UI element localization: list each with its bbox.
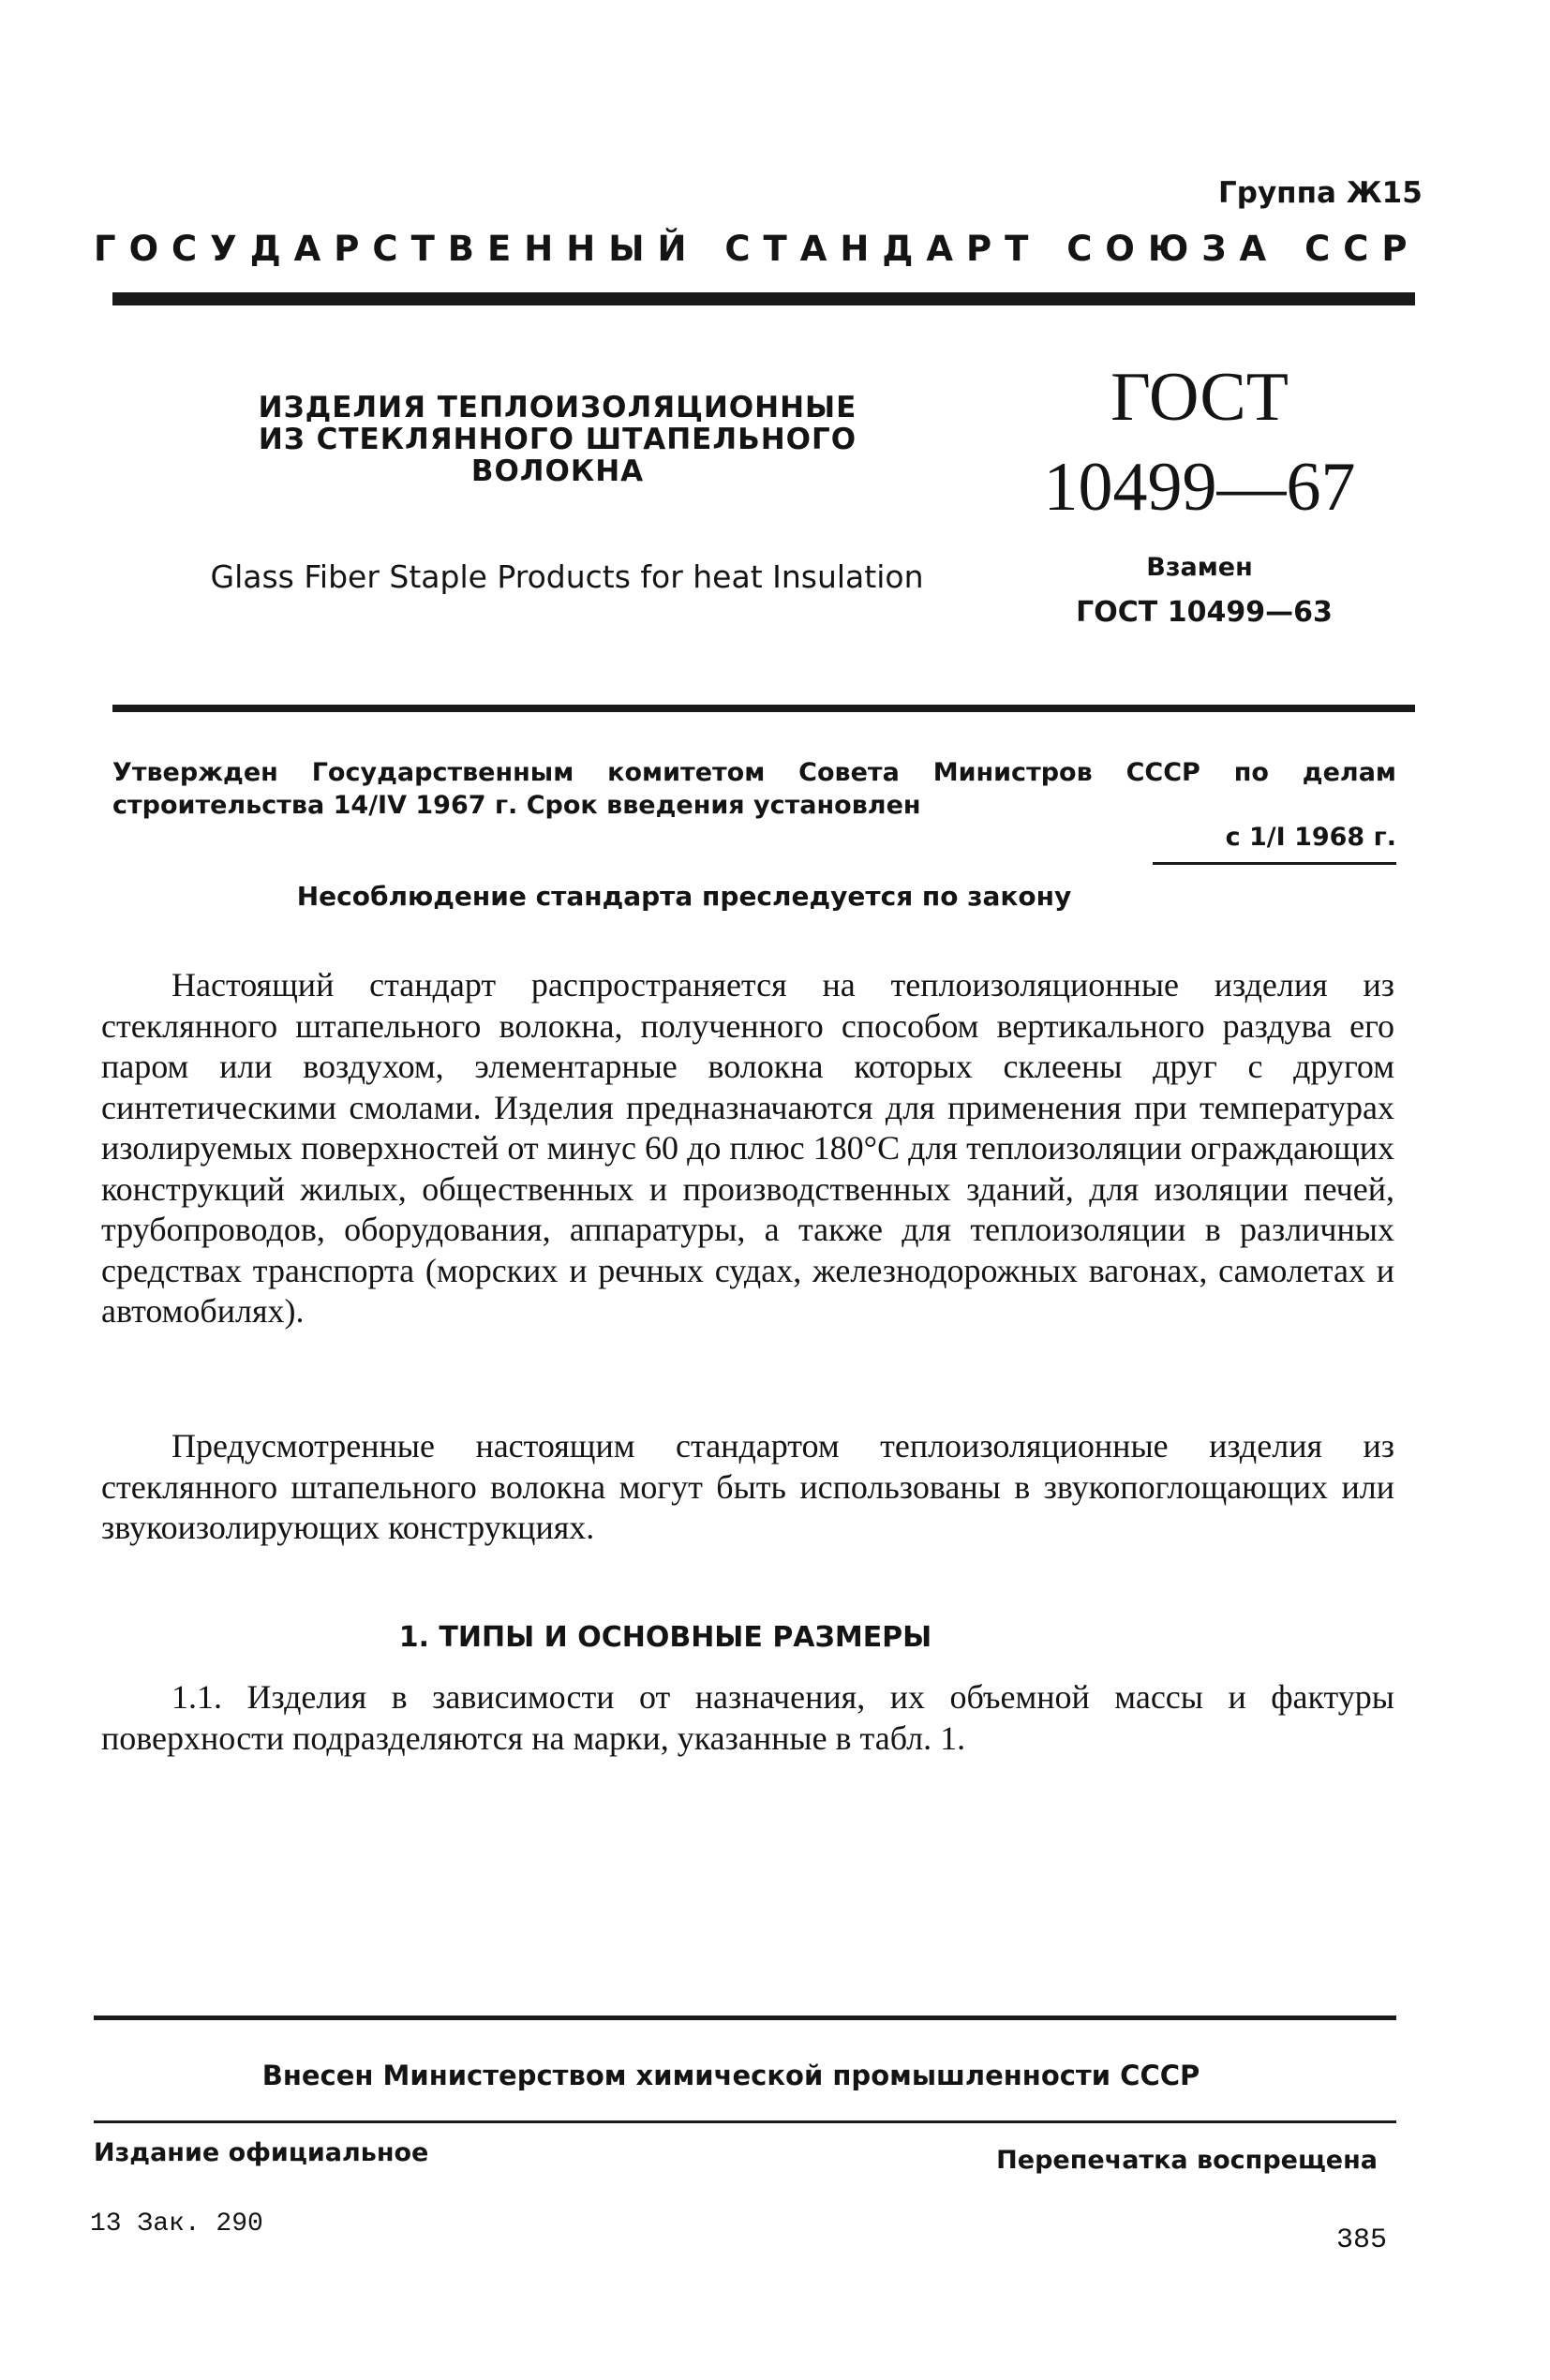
group-label: Группа Ж15: [1218, 176, 1423, 210]
body-paragraph-1: Настоящий стандарт распространяется на теплоизоляционные изделия из стеклянного штапельного волокна, полученного способом вертикального раздува его паром или воздухом, элементарные волокна которых склеены друг с другом синтетическими смолами. Изделия предназначаются для применения при температурах изолируемых поверхностей от минус 60 до плюс 180°С для теплоизоляции ограждающих конструкций жилых, общественных и производственных зданий, для изоляции печей, трубопроводов, оборудования, аппаратуры, а также для теплоизоляции в различных средствах транспорта (морских и речных судах, железнодорожных вагонах, самолетах и автомобилях).: [101, 966, 1394, 1330]
footer-rule-bottom: [94, 2120, 1396, 2123]
title-line-3: ВОЛОКНА: [470, 454, 645, 488]
document-title-ru: [216, 392, 900, 487]
title-line-2: ИЗ СТЕКЛЯННОГО ШТАПЕЛЬНОГО: [258, 423, 857, 456]
effective-date: с 1/I 1968 г.: [1225, 823, 1396, 852]
official-edition-label: Издание официальное: [94, 2138, 429, 2167]
page-number: 385: [1335, 2224, 1387, 2256]
law-notice: Несоблюдение стандарта преследуется по закону: [296, 881, 1072, 912]
gost-label: ГОСТ: [1110, 359, 1289, 436]
title-line-1: ИЗДЕЛИЯ ТЕПЛОИЗОЛЯЦИОННЫЕ: [258, 391, 857, 424]
effective-date-rule: [1153, 862, 1396, 865]
header-rule: [112, 292, 1415, 305]
footer-rule-top: [94, 2016, 1396, 2020]
reprint-prohibited-label: Перепечатка воспрещена: [996, 2146, 1378, 2175]
gost-number: 10499—67: [1043, 449, 1356, 526]
section-heading: 1. ТИПЫ И ОСНОВНЫЕ РАЗМЕРЫ: [398, 1621, 932, 1654]
document-title-en: Glass Fiber Staple Products for heat Insulation: [210, 558, 924, 595]
approval-rule: [112, 705, 1415, 712]
approval-line-1: Утвержден Государственным комитетом Совета Министров СССР по делам: [112, 758, 1396, 787]
body-paragraph-2: Предусмотренные настоящим стандартом теплоизоляционные изделия из стеклянного штапельного волокна могут быть использованы в звукопоглощающих или звукоизолирующих конструкциях.: [101, 1427, 1394, 1546]
introduced-by: Внесен Министерством химической промышленности СССР: [261, 2060, 1200, 2091]
body-paragraph-3: 1.1. Изделия в зависимости от назначения, их объемной массы и фактуры поверхности подразделяются на марки, указанные в табл. 1.: [101, 1678, 1394, 1757]
replaces-number: ГОСТ 10499—63: [1076, 596, 1333, 629]
replaces-label: Взамен: [1146, 553, 1253, 582]
order-number: 13 Зак. 290: [90, 2209, 263, 2239]
standard-type-header: ГОСУДАРСТВЕННЫЙ СТАНДАРТ СОЮЗА ССР: [94, 229, 1421, 269]
approval-line-2: строительства 14/IV 1967 г. Срок введения установлен: [112, 791, 921, 820]
